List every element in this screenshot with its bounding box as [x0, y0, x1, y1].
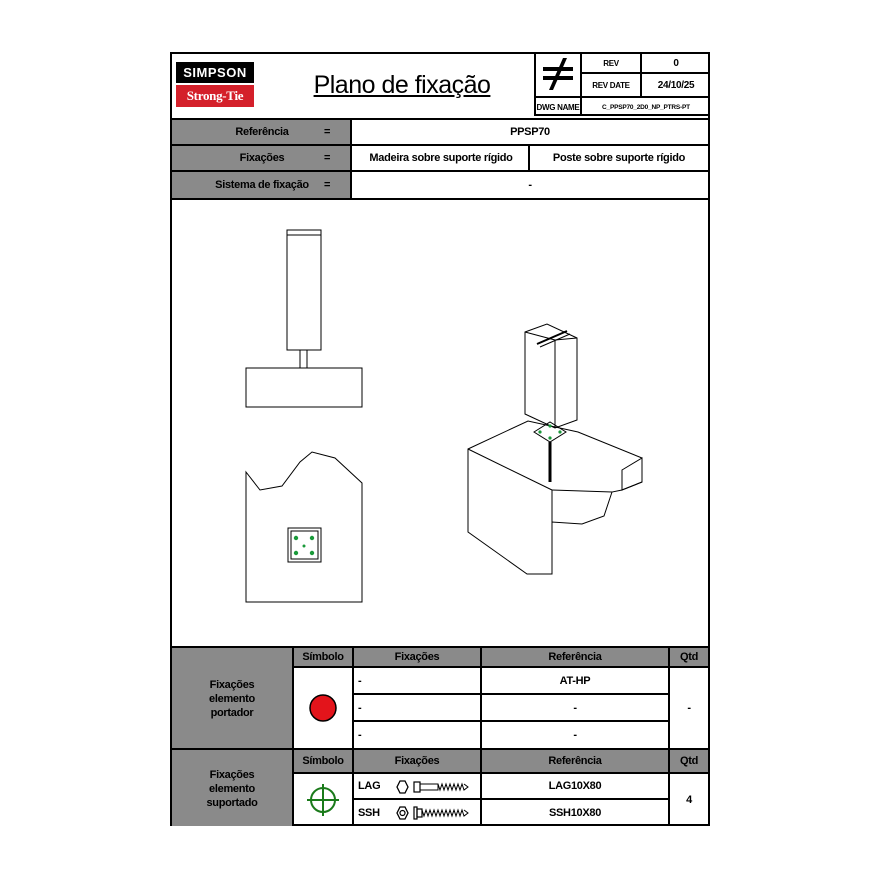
portador-row2-fixacao: - — [358, 701, 362, 714]
fixacoes-label: Fixações — [239, 152, 285, 164]
portador-row2-fixacao-cell — [354, 695, 482, 722]
fixacoes-value-2: Poste sobre suporte rígido — [528, 146, 708, 172]
portador-label-line2: elemento — [209, 693, 255, 705]
suportado-row2-code: SSH — [358, 807, 380, 819]
equals-sign: = — [324, 152, 331, 164]
portador-label-line1: Fixações — [209, 679, 255, 691]
top-view-fasteners — [294, 424, 562, 555]
suportado-row1-referencia: LAG10X80 — [482, 774, 670, 800]
portador-col-qtd: Qtd — [670, 648, 708, 668]
sistema-label: Sistema de fixação — [215, 179, 309, 191]
referencia-label-cell — [172, 120, 350, 146]
symbol-cell — [536, 54, 582, 96]
technical-drawing — [172, 200, 708, 646]
portador-row3-referencia: - — [482, 722, 670, 750]
portador-label-line3: portador — [210, 707, 254, 719]
portador-row1-fixacao-cell — [354, 668, 482, 695]
equals-sign: = — [324, 179, 331, 191]
suportado-row2-fixacao-cell — [354, 800, 482, 826]
dwg-name-value-cell — [582, 96, 710, 116]
suportado-col-referencia: Referência — [482, 750, 670, 774]
suportado-col-fixacoes: Fixações — [354, 750, 482, 774]
sistema-label-cell — [172, 172, 350, 200]
rev-value-cell — [642, 54, 710, 74]
front-view — [246, 230, 362, 407]
portador-label-cell — [172, 648, 294, 750]
referencia-label: Referência — [235, 126, 289, 138]
suportado-row2-referencia: SSH10X80 — [482, 800, 670, 826]
portador-row2-referencia: - — [482, 695, 670, 722]
logo-simpson: SIMPSON — [176, 62, 254, 83]
rev-date-value-cell — [642, 74, 710, 96]
suportado-label-line2: elemento — [209, 783, 255, 795]
portador-col-fixacoes: Fixações — [354, 648, 482, 668]
rev-label-cell — [582, 54, 642, 74]
rev-date-label-cell — [582, 74, 642, 96]
dwg-name-label: DWG NAME — [536, 102, 580, 112]
page-title: Plano de fixação — [313, 70, 491, 99]
fixacoes-value-1: Madeira sobre suporte rígido — [350, 146, 530, 172]
suportado-col-qtd: Qtd — [670, 750, 708, 774]
suportado-qtd: 4 — [686, 794, 692, 806]
logo-strong-tie: Strong-Tie — [176, 85, 254, 107]
green-crosshair-symbol-icon — [294, 774, 352, 826]
rev-value: 0 — [673, 57, 679, 69]
drawing-sheet — [170, 52, 710, 826]
fixacoes-label-cell — [172, 146, 350, 172]
portador-qtd: - — [670, 668, 708, 750]
portador-row3-fixacao: - — [358, 729, 362, 741]
dwg-name-value: C_PPSP70_2D0_NP_PTRS-PT — [602, 103, 690, 111]
portador-row3-fixacao-cell — [354, 722, 482, 750]
not-equal-icon — [536, 54, 580, 94]
suportado-label-line1: Fixações — [209, 769, 255, 781]
red-circle-symbol-icon — [294, 668, 352, 748]
rev-date-value: 24/10/25 — [657, 79, 695, 91]
portador-row1-referencia: AT-HP — [482, 668, 670, 695]
rev-date-label: REV DATE — [592, 80, 630, 90]
equals-sign: = — [324, 126, 331, 138]
suportado-col-simbolo: Símbolo — [294, 750, 354, 774]
suportado-label-cell — [172, 750, 294, 826]
top-view — [246, 452, 362, 602]
suportado-row1-fixacao-cell — [354, 774, 482, 800]
portador-col-referencia: Referência — [482, 648, 670, 668]
portador-col-simbolo: Símbolo — [294, 648, 354, 668]
isometric-view — [468, 324, 642, 574]
sistema-value: - — [350, 172, 708, 200]
portador-row1-fixacao: - — [358, 674, 362, 687]
suportado-symbol-cell — [294, 774, 354, 826]
suportado-row1-code: LAG — [358, 780, 381, 792]
rev-label: REV — [603, 58, 619, 68]
dwg-name-label-cell — [536, 96, 582, 116]
referencia-value: PPSP70 — [350, 120, 708, 146]
portador-symbol-cell — [294, 668, 354, 750]
suportado-label-line3: suportado — [206, 797, 258, 809]
hex-washer-head-icon — [394, 804, 478, 822]
hex-head-icon — [394, 778, 478, 796]
